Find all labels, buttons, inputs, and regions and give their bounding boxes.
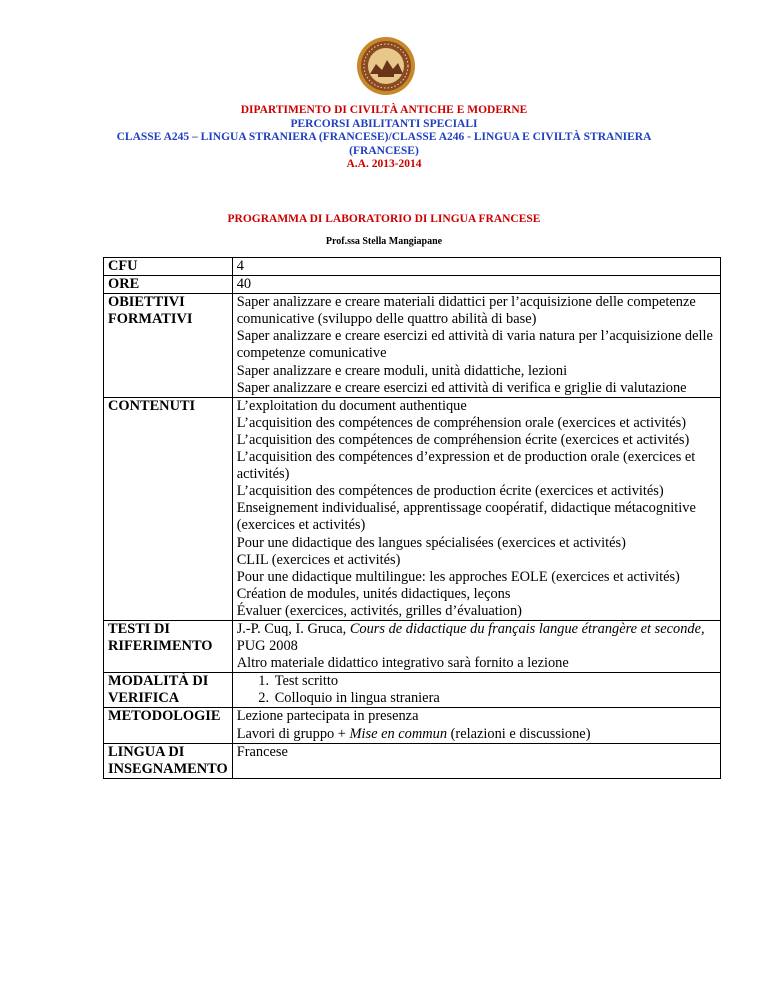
ore-label: ORE	[104, 276, 233, 294]
ore-value: 40	[232, 276, 720, 294]
contenuti-line: L’exploitation du document authentique	[236, 397, 467, 414]
testi-label: TESTI DI RIFERIMENTO	[104, 620, 233, 672]
metodologie-line: Lezione partecipata in presenza	[236, 708, 419, 725]
contenuti-label: CONTENUTI	[104, 397, 233, 620]
professor-name: Prof.ssa Stella Mangiapane	[325, 236, 443, 247]
reference-authors: J.-P. Cuq, I. Gruca,	[236, 620, 350, 637]
lingua-value: Francese	[232, 743, 720, 778]
academic-year: A.A. 2013-2014	[346, 158, 422, 170]
verifica-label: MODALITÀ DI VERIFICA	[104, 673, 233, 708]
contenuti-line: L’acquisition des compétences de compréhension écrite (exercices et activités)	[236, 431, 690, 448]
obiettivi-line: Saper analizzare e creare esercizi ed attività di varia natura per l’acquisizione delle competenze comunicative	[236, 328, 713, 362]
program-title: PROGRAMMA DI LABORATORIO DI LINGUA FRANCESE	[227, 213, 541, 225]
syllabus-table	[103, 257, 721, 779]
contenuti-line: L’acquisition des compétences d’expression et de production orale (exercices et activités)	[236, 449, 696, 483]
list-item: 1. Test scritto	[273, 673, 716, 690]
reference-publisher: , PUG 2008	[236, 620, 705, 655]
reference-note: Altro materiale didattico integrativo sarà fornito a lezione	[236, 655, 569, 672]
table-row	[104, 258, 721, 276]
contenuti-line: Pour une didactique des langues spécialisées (exercices et activités)	[236, 534, 626, 551]
contenuti-line: Création de modules, unités didactiques, leçons	[236, 585, 511, 602]
table-row	[104, 620, 721, 672]
metodologie-text-a: Lavori di gruppo +	[236, 725, 350, 742]
class-line: CLASSE A245 – LINGUA STRANIERA (FRANCESE)/CLASSE A246 - LINGUA E CIVILTÀ STRANIERA	[116, 131, 652, 143]
list-item: 2. Colloquio in lingua straniera	[273, 690, 716, 707]
metodologie-label: METODOLOGIE	[104, 708, 233, 743]
obiettivi-line: Saper analizzare e creare materiali didattici per l’acquisizione delle competenze comunicative (sviluppo delle quattro abilità di base)	[236, 294, 696, 328]
metodologie-italic: Mise en commun	[349, 725, 448, 742]
document-header	[0, 104, 768, 172]
university-seal-icon	[356, 36, 416, 96]
metodologie-text-b: (relazioni e discussione)	[447, 725, 591, 742]
verifica-value	[232, 673, 720, 708]
class-line-cont: (FRANCESE)	[349, 144, 419, 157]
obiettivi-line: Saper analizzare e creare esercizi ed attività di verifica e griglie di valutazione	[236, 379, 687, 396]
obiettivi-line: Saper analizzare e creare moduli, unità didattiche, lezioni	[236, 362, 568, 379]
table-row	[104, 708, 721, 743]
course-path: PERCORSI ABILITANTI SPECIALI	[290, 117, 478, 130]
table-row	[104, 294, 721, 398]
contenuti-line: Pour une didactique multilingue: les approches EOLE (exercices et activités)	[236, 568, 680, 585]
table-row	[104, 743, 721, 778]
testi-value	[232, 620, 720, 672]
table-row	[104, 276, 721, 294]
cfu-value: 4	[232, 258, 720, 276]
metodologie-value	[232, 708, 720, 743]
table-row	[104, 397, 721, 620]
contenuti-value	[232, 397, 720, 620]
contenuti-line: L’acquisition des compétences de compréhension orale (exercices et activités)	[236, 414, 687, 431]
contenuti-line: L’acquisition des compétences de production écrite (exercices et activités)	[236, 483, 664, 500]
reference-book-title: Cours de didactique du français langue étrangère et seconde	[349, 620, 701, 637]
contenuti-line: CLIL (exercices et activités)	[236, 551, 401, 568]
contenuti-line: Enseignement individualisé, apprentissage coopératif, didactique métacognitive (exercices et activités)	[236, 500, 696, 534]
cfu-label: CFU	[104, 258, 233, 276]
metodologie-line	[237, 726, 716, 743]
verifica-list	[237, 673, 716, 707]
contenuti-line: Évaluer (exercices, activités, grilles d’évaluation)	[236, 602, 522, 619]
lingua-label: LINGUA DI INSEGNAMENTO	[104, 743, 233, 778]
table-row	[104, 673, 721, 708]
reference-citation	[237, 621, 716, 655]
obiettivi-value	[232, 294, 720, 398]
obiettivi-label: OBIETTIVI FORMATIVI	[104, 294, 233, 398]
department-name: DIPARTIMENTO DI CIVILTÀ ANTICHE E MODERNE	[240, 104, 528, 116]
